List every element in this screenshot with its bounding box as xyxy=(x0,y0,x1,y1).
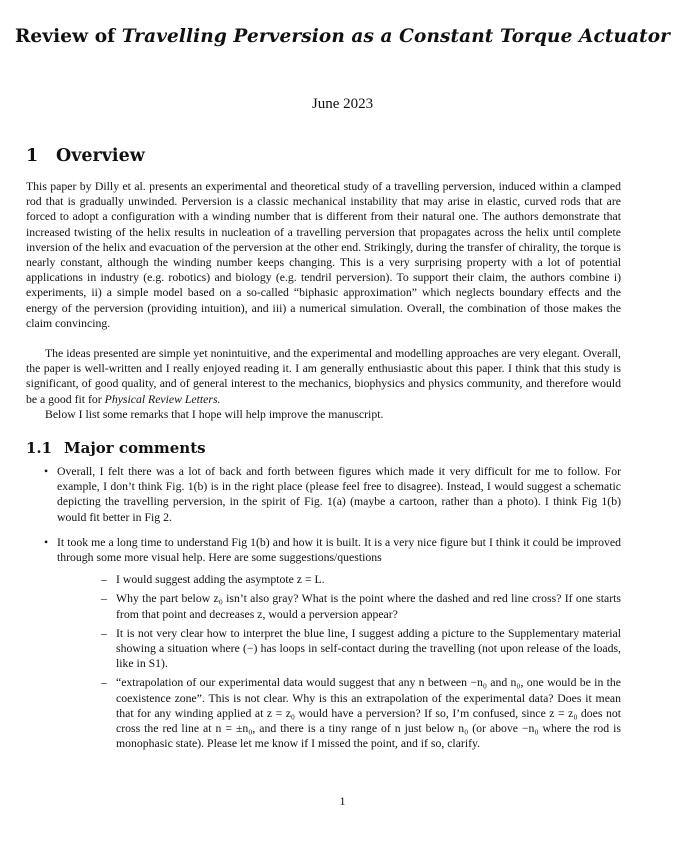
overview-paragraph-2 xyxy=(26,346,621,407)
document-title xyxy=(0,26,685,47)
suggestion-text: I would suggest adding the asymptote z = L. xyxy=(116,573,325,587)
list-item xyxy=(26,535,621,752)
overview-paragraph-3: Below I list some remarks that I hope will help improve the manuscript. xyxy=(45,408,384,421)
document-date: June 2023 xyxy=(311,96,374,112)
section-number: 1 xyxy=(26,146,39,166)
suggestion-text: It is not very clear how to interpret the blue line, I suggest adding a picture to the Supplementary material showing a situation where (−) has loops in self-contact during the travelling (not upon release of the loads, like in S1). xyxy=(116,626,621,671)
comment-text: It took me a long time to understand Fig 1(b) and how it is built. It is a very nice figure but I think it could be improved through some more visual help. Here are some suggestions/questions xyxy=(57,535,621,565)
sub-list-item xyxy=(89,626,621,672)
subsection-number: 1.1 xyxy=(26,439,53,457)
suggestion-text: “extrapolation of our experimental data would suggest that any n between −n₀ and n₀, one would be in the coexistence zone”. This is not clear. Why is this an extrapolation of the experimental data? Does it mean that for any winding applied at z = z₀ would have a perversion? If so, I’m confused, since z = z₀ does not cross the red line at n = ±n₀, and there is a tiny range of n just below n₀ (or above −n₀ where the rod is monophasic state). Please let me know if I missed the point, and if so, clarify. xyxy=(116,676,621,751)
dash-icon: – xyxy=(101,592,107,606)
dash-icon: – xyxy=(101,626,107,640)
bullet-icon: • xyxy=(44,535,49,549)
sub-list-item xyxy=(89,675,621,751)
title-paper-name: Travelling Perversion as a Constant Torque Actuator xyxy=(121,26,671,47)
sub-list-item xyxy=(89,572,621,587)
dash-icon: – xyxy=(101,573,107,587)
page-number: 1 xyxy=(339,794,346,808)
paragraph-2-text: The ideas presented are simple yet nonintuitive, and the experimental and modelling approaches are very elegant. Overall, the paper is well-written and I really enjoyed reading it. I am generally enthusiastic about this paper. I think that this study is significant, of good quality, and of general interest to the mechanics, biophysics and physics community, and therefore would be a good fit for xyxy=(26,347,621,406)
subsection-heading xyxy=(26,439,206,457)
major-comments-list xyxy=(26,464,621,761)
subsection-title: Major comments xyxy=(64,439,206,457)
title-prefix: Review of xyxy=(14,26,116,47)
journal-name: Physical Review Letters. xyxy=(104,392,221,406)
section-heading xyxy=(26,146,145,166)
dash-icon: – xyxy=(101,676,107,690)
comment-text: Overall, I felt there was a lot of back and forth between figures which made it very difficult for me to follow. For example, I don’t think Fig. 1(b) is in the right place (please feel free to disagree). Instead, I would suggest a schematic depicting the travelling perversion, in the spirit of Fig. 1(a) (maybe a cartoon, rather than a photo). I think Fig 1(b) would fit better in Fig 2. xyxy=(57,465,621,524)
list-item xyxy=(26,464,621,525)
bullet-icon: • xyxy=(44,465,49,478)
overview-paragraph-1: This paper by Dilly et al. presents an experimental and theoretical study of a travelling perversion, induced within a clamped rod that is gradually unwinded. Perversion is a classic mechanical instability that may arise in elastic, curved rods that are forced to adopt a configuration with a winding number that is different from their natural one. The authors demonstrate that increased twisting of the helix results in nucleation of a travelling perversion that propagates across the helix until complete inversion of the helix and evacuation of the perversion at the other end. Strikingly, during the transfer of chirality, the torque is nearly constant, although the winding number keeps changing. This is a very surprising property with a lot of potential applications in industry (e.g. robotics) and biology (e.g. tendril perversion). To support their claim, the authors combine i) experiments, ii) a simple model based on a so-called “biphasic approximation” which neglects boundary effects and the energy of the perversion (providing intuition), and iii) a numerical simulation. Overall, the combination of those makes the claim convincing. xyxy=(26,180,621,330)
section-title: Overview xyxy=(56,146,145,166)
suggestion-text: Why the part below z₀ isn’t also gray? What is the point where the dashed and red line cross? If one starts from that point and decreases z, would a perversion appear? xyxy=(116,592,621,621)
suggestions-list xyxy=(57,572,621,751)
sub-list-item xyxy=(89,591,621,621)
